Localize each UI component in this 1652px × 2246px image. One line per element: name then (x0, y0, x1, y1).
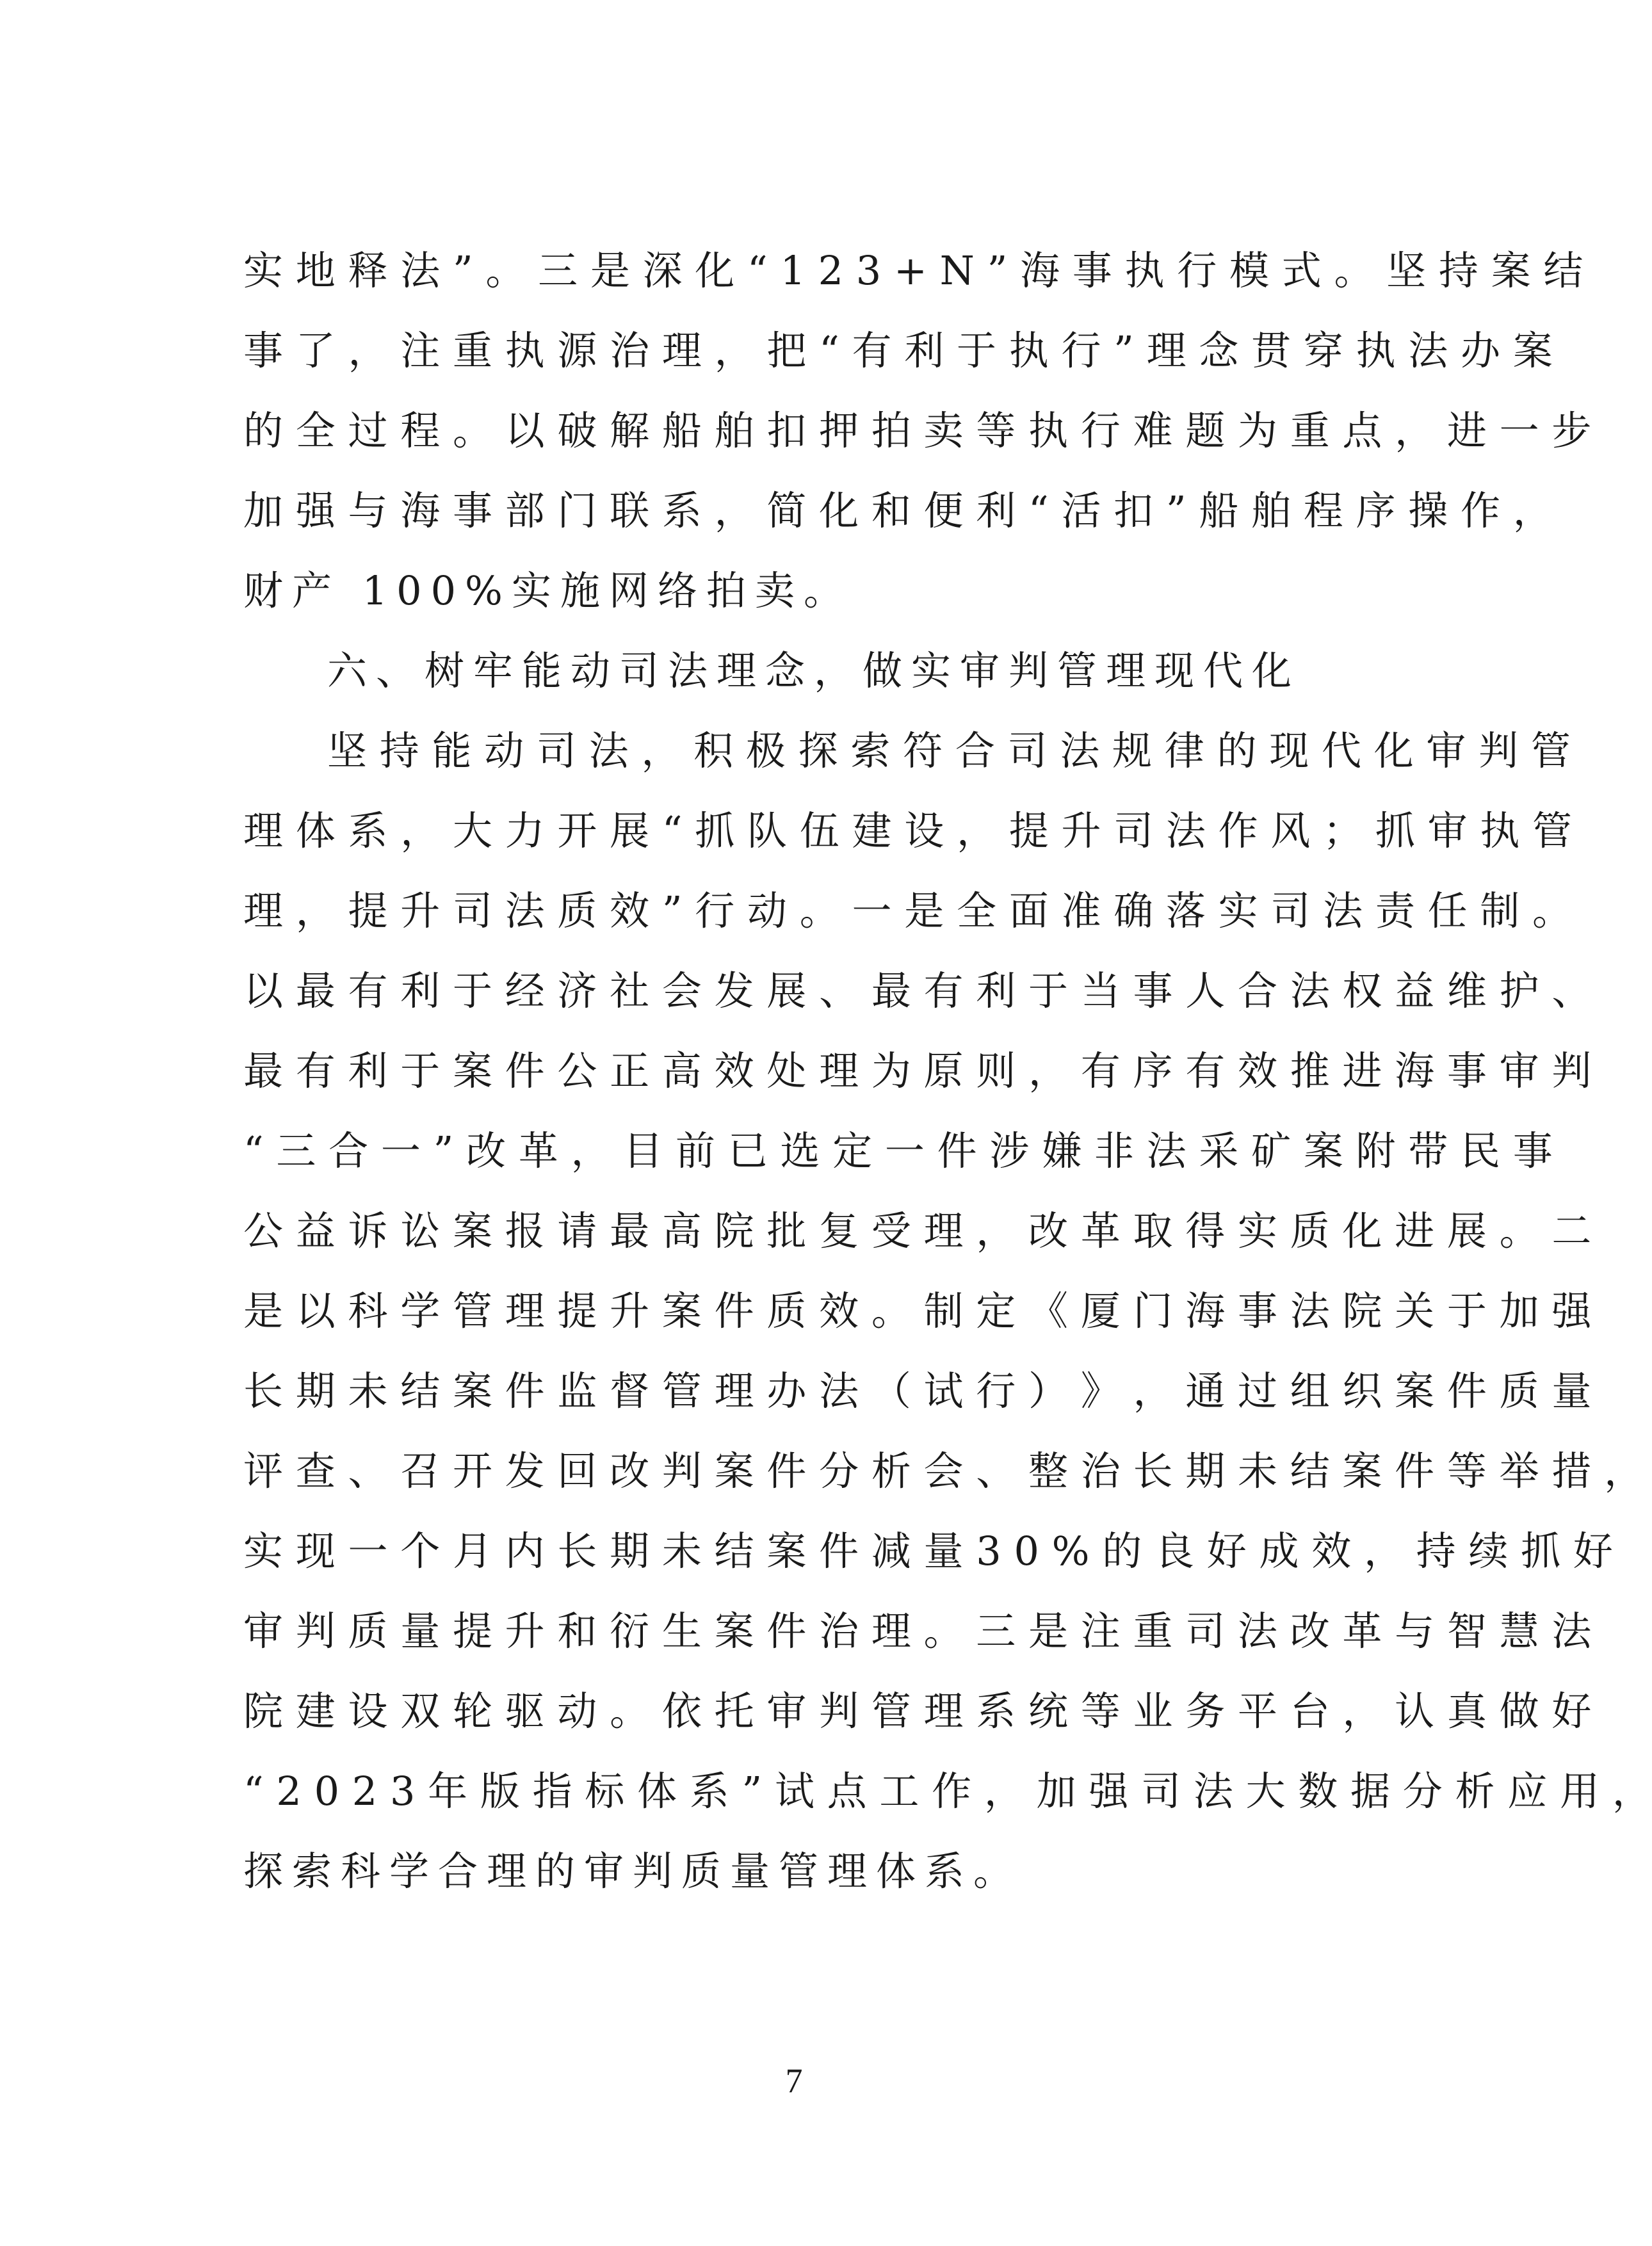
text-line: 理 体 系 ， 大 力 开 展 “ 抓 队 伍 建 设 ， 提 升 司 法 作 风 ； 抓 审 执 管 (243, 807, 1573, 854)
text-line: 公 益 诉 讼 案 报 请 最 高 院 批 复 受 理 ， 改 革 取 得 实 质 化 进 展 。 二 (243, 1208, 1592, 1254)
text-line: “ 三 合 一 ” 改 革 ， 目 前 已 选 定 一 件 涉 嫌 非 法 采 矿 案 附 带 民 事 (243, 1127, 1553, 1174)
section-heading: 六、树牢能动司法理念，做实审判管理现代化 (327, 647, 1301, 694)
text-line: 事 了 ， 注 重 执 源 治 理 ， 把 “ 有 利 于 执 行 ” 理 念 贯 穿 执 法 办 案 (243, 327, 1553, 374)
page-number: 7 (785, 2062, 803, 2100)
text-line: “ 2 0 2 3 年 版 指 标 体 系 ” 试 点 工 作 ， 加 强 司 法 大 数 据 分 析 应 用 ， (243, 1768, 1652, 1814)
text-line: 评 查 、 召 开 发 回 改 判 案 件 分 析 会 、 整 治 长 期 未 结 案 件 等 举 措 ， (243, 1448, 1644, 1494)
text-line: 坚 持 能 动 司 法 ， 积 极 探 索 符 合 司 法 规 律 的 现 代 化 审 判 管 (327, 727, 1571, 774)
text-line: 长 期 未 结 案 件 监 督 管 理 办 法 （ 试 行 ） 》 ， 通 过 组 织 案 件 质 量 (243, 1368, 1592, 1414)
text-line: 院 建 设 双 轮 驱 动 。 依 托 审 判 管 理 系 统 等 业 务 平 台 ， 认 真 做 好 (243, 1688, 1592, 1734)
paragraph (243, 230, 1592, 631)
text-line: 的 全 过 程 。 以 破 解 船 舶 扣 押 拍 卖 等 执 行 难 题 为 重 点 ， 进 一 步 (243, 407, 1592, 454)
text-line: 审 判 质 量 提 升 和 衍 生 案 件 治 理 。 三 是 注 重 司 法 改 革 与 智 慧 法 (243, 1608, 1592, 1654)
paragraph (243, 711, 1652, 1911)
text-line: 财产 100%实施网络拍卖。 (243, 567, 852, 614)
text-line: 实 现 一 个 月 内 长 期 未 结 案 件 减 量 3 0 % 的 良 好 成 效 ， 持 续 抓 好 (243, 1528, 1613, 1574)
text-line: 实 地 释 法 ” 。 三 是 深 化 “ 1 2 3 + N ” 海 事 执 行 模 式 。 坚 持 案 结 (243, 247, 1583, 294)
text-line: 是 以 科 学 管 理 提 升 案 件 质 效 。 制 定 《 厦 门 海 事 法 院 关 于 加 强 (243, 1288, 1592, 1334)
text-line: 以 最 有 利 于 经 济 社 会 发 展 、 最 有 利 于 当 事 人 合 法 权 益 维 护 、 (243, 967, 1592, 1014)
document-body (243, 230, 1652, 1911)
text-line: 加 强 与 海 事 部 门 联 系 ， 简 化 和 便 利 “ 活 扣 ” 船 舶 程 序 操 作 ， (243, 487, 1553, 534)
text-line: 最 有 利 于 案 件 公 正 高 效 处 理 为 原 则 ， 有 序 有 效 推 进 海 事 审 判 (243, 1047, 1592, 1094)
text-line: 理 ， 提 升 司 法 质 效 ” 行 动 。 一 是 全 面 准 确 落 实 司 法 责 任 制 。 (243, 887, 1573, 934)
text-line: 探索科学合理的审判质量管理体系。 (243, 1848, 1023, 1895)
